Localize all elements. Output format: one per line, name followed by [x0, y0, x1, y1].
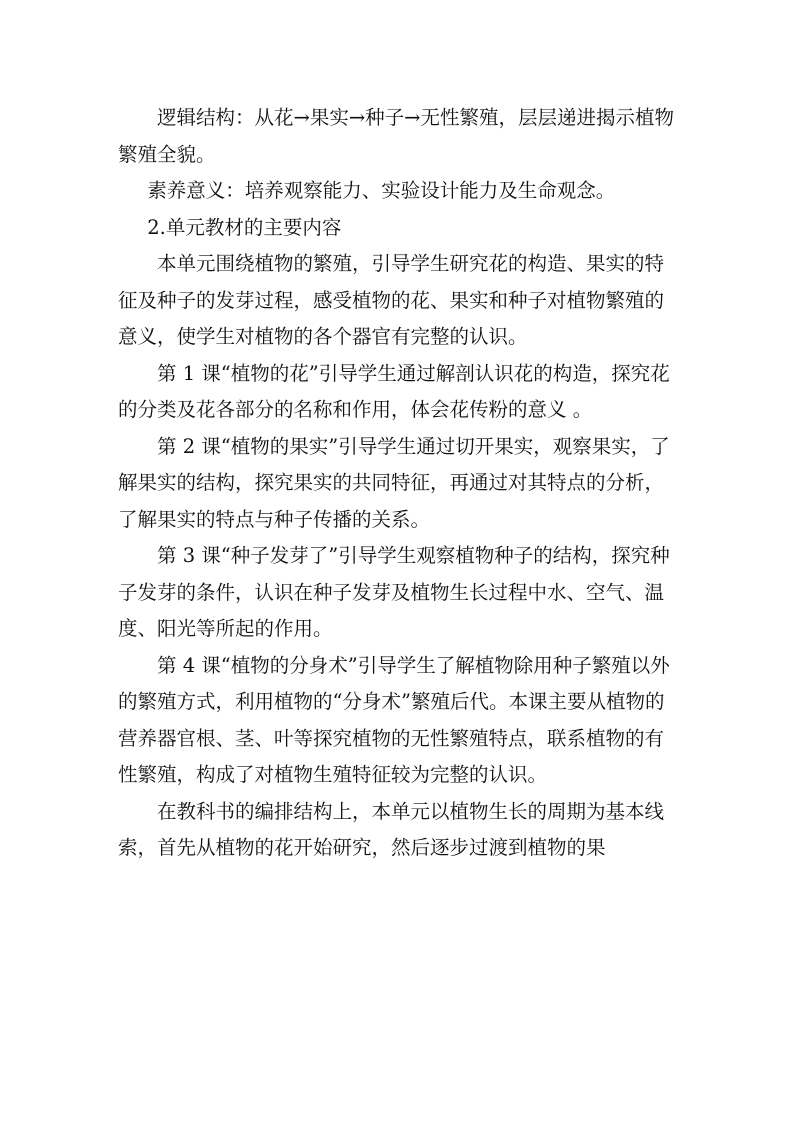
paragraph-lesson-2: 第 2 课“植物的果实”引导学生通过切开果实，观察果实，了解果实的结构，探究果实的共同特征，再通过对其特点的分析，了解果实的特点与种子传播的关系。 — [118, 434, 670, 531]
section-heading-main-content: 2.单元教材的主要内容 — [147, 215, 342, 239]
paragraph-logic-structure: 逻辑结构：从花→果实→种子→无性繁殖，层层递进揭示植物繁殖全貌。 — [118, 106, 675, 166]
paragraph-lesson-4: 第 4 课“植物的分身术”引导学生了解植物除用种子繁殖以外的繁殖方式，利用植物的“分身术”繁殖后代。本课主要从植物的营养器官根、茎、叶等探究植物的无性繁殖特点，联系植物的有性繁殖，构成了对植物生殖特征较为完整的认识。 — [118, 653, 670, 786]
paragraph-lesson-3: 第 3 课“种子发芽了”引导学生观察植物种子的结构，探究种子发芽的条件，认识在种子发芽及植物生长过程中水、空气、温度、阳光等所起的作用。 — [118, 544, 670, 640]
paragraph-literacy-significance: 素养意义：培养观察能力、实验设计能力及生命观念。 — [147, 179, 616, 202]
page-body — [118, 100, 678, 867]
paragraph-textbook-structure: 在教科书的编排结构上，本单元以植物生长的周期为基本线索，首先从植物的花开始研究，然后逐步过渡到植物的果 — [118, 799, 665, 859]
paragraph-lesson-1: 第 1 课“植物的花”引导学生通过解剖认识花的构造，探究花的分类及花各部分的名称和作用，体会花传粉的意义 。 — [118, 361, 670, 421]
paragraph-unit-overview: 本单元围绕植物的繁殖，引导学生研究花的构造、果实的特征及种子的发芽过程，感受植物的花、果实和种子对植物繁殖的意义，使学生对植物的各个器官有完整的认识。 — [118, 252, 665, 348]
